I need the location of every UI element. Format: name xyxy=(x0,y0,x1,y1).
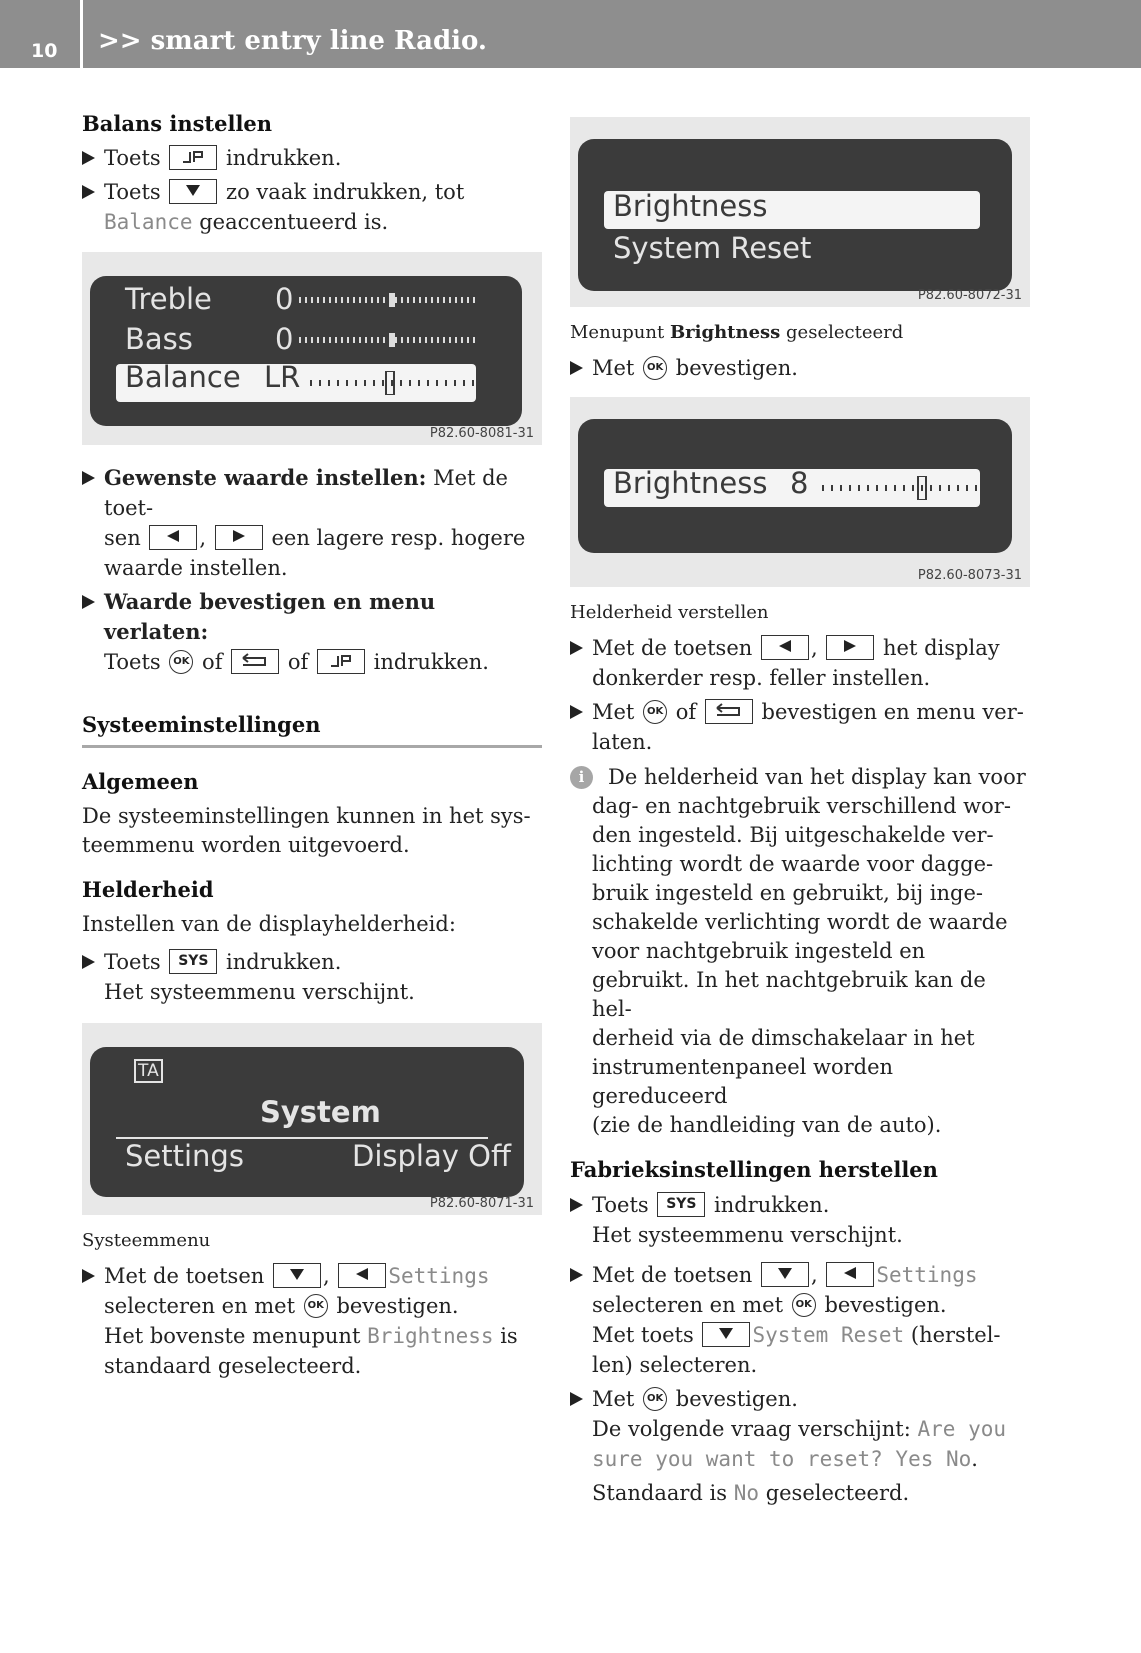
display-text-settings: Settings xyxy=(876,1263,978,1287)
bullet-triangle-icon xyxy=(570,361,583,375)
slider-tick xyxy=(975,485,977,491)
step-press-sys-key-2-line2: Het systeemmenu verschijnt. xyxy=(592,1223,903,1247)
slider-tick xyxy=(400,380,402,386)
slider-tick xyxy=(299,297,301,303)
page-title: >> smart entry line Radio. xyxy=(98,26,487,56)
info-note: i De helderheid van het display kan voor dag- en nachtgebruik verschillend wor- den ingesteld. Bij uitgeschakelde ver- lichting wordt de waarde voor dagge- bruik ingesteld en gebruikt, bij inge- schakelde verlichting wordt de waarde voor nachtgebruik ingesteld en gebruikt. In het nachtgebruik kan de hel- derheid via de dimschakelaar in het instrumentenpaneel worden gereduceerd (zie de handleiding van de auto). xyxy=(570,763,1030,1140)
ok-button-icon: OK xyxy=(643,356,667,380)
slider-tick xyxy=(328,380,330,386)
step-set-value-line2: sen , een lagere resp. hogere xyxy=(104,526,526,550)
page-number: 10 xyxy=(31,40,58,62)
slider-tick xyxy=(365,297,367,303)
brightness-slider xyxy=(820,476,980,500)
lcd-settings-label: Settings xyxy=(125,1139,244,1173)
lcd-row-bass-value: 0 xyxy=(275,322,294,356)
step-press-down-key: Toets zo vaak indrukken, tot xyxy=(82,177,542,207)
left-arrow-key-icon xyxy=(149,525,197,550)
slider-tick xyxy=(413,297,415,303)
figure-system-menu xyxy=(82,1023,542,1215)
left-column xyxy=(82,110,542,1381)
audio-key-icon xyxy=(317,649,365,674)
ok-button-icon: OK xyxy=(792,1293,816,1317)
left-arrow-key-icon xyxy=(338,1263,386,1288)
slider-tick xyxy=(473,337,475,343)
slider-tick xyxy=(359,297,361,303)
slider-tick xyxy=(391,380,393,386)
slider-tick xyxy=(382,380,384,386)
step-adjust-brightness: Met de toetsen , het display xyxy=(570,633,1030,663)
slider-tick xyxy=(319,380,321,386)
step-confirm-reset-line2: De volgende vraag verschijnt: Are you xyxy=(592,1417,1007,1441)
slider-tick xyxy=(894,485,896,491)
bullet-triangle-icon xyxy=(570,1392,583,1406)
slider-tick xyxy=(329,297,331,303)
step-select-system-reset: Met de toetsen , Settings xyxy=(570,1260,1030,1290)
brightness-heading: Helderheid xyxy=(82,877,214,902)
brightness-text: Instellen van de displayhelderheid: xyxy=(82,912,456,936)
step-select-settings-line3: Het bovenste menupunt Brightness is xyxy=(104,1324,518,1348)
step-press-audio-key: Toets indrukken. xyxy=(82,143,542,173)
step-set-value-line3: waarde instellen. xyxy=(104,556,288,580)
slider-tick xyxy=(317,337,319,343)
slider-tick xyxy=(948,485,950,491)
slider-tick xyxy=(310,380,312,386)
slider-tick xyxy=(353,297,355,303)
slider-tick xyxy=(389,337,391,343)
lcd-row-system-reset: System Reset xyxy=(613,231,812,265)
slider-tick xyxy=(921,485,923,491)
display-text-brightness: Brightness xyxy=(367,1324,494,1348)
lcd-row-bass-label: Bass xyxy=(125,322,193,356)
slider-tick xyxy=(323,337,325,343)
slider-tick xyxy=(454,380,456,386)
slider-tick xyxy=(885,485,887,491)
down-arrow-key-icon xyxy=(169,179,217,204)
slider-tick xyxy=(359,337,361,343)
slider-tick xyxy=(903,485,905,491)
slider-tick xyxy=(445,380,447,386)
slider-tick xyxy=(383,337,385,343)
step-select-settings-line2: selecteren en met OK bevestigen. xyxy=(104,1294,459,1318)
lcd-row-balance-value: LR xyxy=(264,360,301,394)
step-press-sys-key: Toets SYS indrukken. xyxy=(82,947,542,977)
slider-tick xyxy=(461,297,463,303)
step-confirm-exit-line2: laten. xyxy=(592,730,653,754)
slider-tick xyxy=(409,380,411,386)
general-heading: Algemeen xyxy=(82,769,199,794)
slider-tick xyxy=(822,485,824,491)
slider-tick xyxy=(467,297,469,303)
slider-tick xyxy=(329,337,331,343)
down-arrow-key-icon xyxy=(273,1263,321,1288)
back-key-icon xyxy=(705,699,753,724)
slider-tick xyxy=(436,380,438,386)
slider-tick xyxy=(419,297,421,303)
step-press-sys-key-2: Toets SYS indrukken. xyxy=(570,1190,1030,1220)
lcd-row-balance-label: Balance xyxy=(125,360,241,394)
slider-tick xyxy=(346,380,348,386)
lcd-display-off-label: Display Off xyxy=(352,1139,511,1173)
slider-tick xyxy=(373,380,375,386)
step-confirm-reset: Met OK bevestigen. xyxy=(570,1384,1030,1414)
slider-tick xyxy=(377,337,379,343)
step-press-sys-key-line2: Het systeemmenu verschijnt. xyxy=(104,980,415,1004)
figure-caption: Menupunt Brightness geselecteerd xyxy=(570,322,904,343)
figure-code: P82.60-8071-31 xyxy=(429,1196,534,1211)
slider-tick xyxy=(966,485,968,491)
slider-tick xyxy=(849,485,851,491)
step-select-settings-line4: standaard geselecteerd. xyxy=(104,1354,362,1378)
figure-code: P82.60-8072-31 xyxy=(917,288,1022,303)
slider-tick xyxy=(437,297,439,303)
step-press-down-key-cont: Balance geaccentueerd is. xyxy=(104,210,389,234)
right-arrow-key-icon xyxy=(826,635,874,660)
figure-brightness-selected xyxy=(570,117,1030,307)
slider-tick xyxy=(395,297,397,303)
display-text-are-you: Are you xyxy=(917,1417,1007,1441)
slider-tick xyxy=(419,337,421,343)
right-column xyxy=(570,117,1030,1508)
step-confirm-reset-line3: sure you want to reset? Yes No. xyxy=(592,1447,978,1471)
figure-caption: Systeemmenu xyxy=(82,1230,211,1251)
sys-key-icon: SYS xyxy=(169,949,217,974)
slider-tick xyxy=(455,297,457,303)
down-arrow-key-icon xyxy=(761,1262,809,1287)
ok-button-icon: OK xyxy=(304,1294,328,1318)
lcd-row-brightness: Brightness xyxy=(613,189,768,223)
slider-tick xyxy=(299,337,301,343)
slider-tick xyxy=(427,380,429,386)
slider-tick xyxy=(431,297,433,303)
ok-button-icon: OK xyxy=(169,650,193,674)
slider-tick xyxy=(467,337,469,343)
figure-code: P82.60-8073-31 xyxy=(917,568,1022,583)
slider-tick xyxy=(311,337,313,343)
page-header xyxy=(0,0,1141,68)
slider-tick xyxy=(347,337,349,343)
down-arrow-key-icon xyxy=(702,1322,750,1347)
slider-tick xyxy=(930,485,932,491)
slider-tick xyxy=(867,485,869,491)
slider-tick xyxy=(335,297,337,303)
balance-heading: Balans instellen xyxy=(82,111,273,136)
slider-tick xyxy=(401,337,403,343)
step-set-value: Gewenste waarde instellen: Met de toet- xyxy=(82,463,542,523)
ok-button-icon: OK xyxy=(643,1387,667,1411)
bullet-triangle-icon xyxy=(82,151,95,165)
slider-tick xyxy=(341,337,343,343)
slider-tick xyxy=(337,380,339,386)
lcd-brightness-value: 8 xyxy=(790,466,809,500)
bullet-triangle-icon xyxy=(82,595,95,609)
slider-tick xyxy=(413,337,415,343)
slider-tick xyxy=(425,297,427,303)
figure-balance-display xyxy=(82,252,542,445)
slider-tick xyxy=(472,380,474,386)
step-confirm-and-exit-line2: Toets OK of of indrukken. xyxy=(104,650,489,674)
left-arrow-key-icon xyxy=(761,635,809,660)
slider-tick xyxy=(389,297,391,303)
step-confirm-and-exit: Waarde bevestigen en menu verlaten: xyxy=(82,587,542,647)
step-adjust-brightness-line2: donkerder resp. feller instellen. xyxy=(592,666,931,690)
slider-tick xyxy=(317,297,319,303)
slider-tick xyxy=(831,485,833,491)
step-select-settings: Met de toetsen , Settings xyxy=(82,1261,542,1291)
system-settings-heading: Systeeminstellingen xyxy=(82,711,542,748)
info-icon: i xyxy=(570,766,593,789)
right-arrow-key-icon xyxy=(215,525,263,550)
lcd-brightness-label: Brightness xyxy=(613,466,768,500)
ta-badge: TA xyxy=(134,1059,163,1083)
slider-tick xyxy=(371,337,373,343)
slider-tick xyxy=(418,380,420,386)
slider-tick xyxy=(449,297,451,303)
slider-tick xyxy=(335,337,337,343)
step-confirm-brightness: Met OK bevestigen. xyxy=(570,353,1030,383)
left-arrow-key-icon xyxy=(826,1262,874,1287)
factory-reset-heading: Fabrieksinstellingen herstellen xyxy=(570,1157,938,1182)
slider-tick xyxy=(305,337,307,343)
step-select-system-reset-line2: selecteren en met OK bevestigen. xyxy=(592,1293,947,1317)
display-text-reset-question: sure you want to reset? Yes No xyxy=(592,1447,972,1471)
slider-tick xyxy=(840,485,842,491)
slider-tick xyxy=(311,297,313,303)
slider-tick xyxy=(939,485,941,491)
slider-tick xyxy=(407,337,409,343)
slider-tick xyxy=(377,297,379,303)
bass-slider xyxy=(297,333,477,347)
bullet-triangle-icon xyxy=(570,1198,583,1212)
lcd-row-treble-value: 0 xyxy=(275,282,294,316)
display-text-system-reset: System Reset xyxy=(752,1323,905,1347)
slider-tick xyxy=(461,337,463,343)
slider-tick xyxy=(912,485,914,491)
bullet-triangle-icon xyxy=(82,955,95,969)
audio-key-icon xyxy=(169,145,217,170)
lcd-system-title: System xyxy=(260,1095,381,1129)
display-text-balance: Balance xyxy=(104,210,193,234)
slider-tick xyxy=(876,485,878,491)
back-key-icon xyxy=(231,649,279,674)
ok-button-icon: OK xyxy=(643,700,667,724)
figure-brightness-adjust xyxy=(570,397,1030,587)
slider-tick xyxy=(463,380,465,386)
bullet-triangle-icon xyxy=(570,1268,583,1282)
slider-tick xyxy=(437,337,439,343)
bullet-triangle-icon xyxy=(570,641,583,655)
bullet-triangle-icon xyxy=(82,1269,95,1283)
slider-tick xyxy=(364,380,366,386)
figure-caption: Helderheid verstellen xyxy=(570,602,769,623)
display-text-settings: Settings xyxy=(388,1264,490,1288)
slider-tick xyxy=(443,337,445,343)
slider-tick xyxy=(473,297,475,303)
slider-tick xyxy=(455,337,457,343)
step-confirm-reset-line4: Standaard is No geselecteerd. xyxy=(592,1481,910,1505)
sys-key-icon: SYS xyxy=(657,1192,705,1217)
slider-tick xyxy=(395,337,397,343)
balance-slider xyxy=(308,371,478,395)
slider-tick xyxy=(383,297,385,303)
slider-tick xyxy=(323,297,325,303)
step-select-system-reset-line3: Met toets System Reset (herstel- xyxy=(592,1323,1001,1347)
general-text: De systeeminstellingen kunnen in het sys- teemmenu worden uitgevoerd. xyxy=(82,804,531,857)
slider-tick xyxy=(443,297,445,303)
display-text-no: No xyxy=(733,1481,759,1505)
step-select-system-reset-line4: len) selecteren. xyxy=(592,1353,758,1377)
header-divider xyxy=(80,0,83,68)
treble-slider xyxy=(297,293,477,307)
slider-tick xyxy=(425,337,427,343)
slider-tick xyxy=(355,380,357,386)
slider-tick xyxy=(449,337,451,343)
lcd-row-treble-label: Treble xyxy=(125,282,212,316)
step-confirm-exit: Met OK of bevestigen en menu ver- xyxy=(570,697,1030,727)
bullet-triangle-icon xyxy=(82,185,95,199)
slider-tick xyxy=(347,297,349,303)
slider-tick xyxy=(353,337,355,343)
slider-tick xyxy=(431,337,433,343)
slider-tick xyxy=(365,337,367,343)
slider-tick xyxy=(858,485,860,491)
slider-tick xyxy=(305,297,307,303)
bullet-triangle-icon xyxy=(570,705,583,719)
slider-tick xyxy=(407,297,409,303)
slider-tick xyxy=(371,297,373,303)
slider-tick xyxy=(341,297,343,303)
bullet-triangle-icon xyxy=(82,471,95,485)
figure-code: P82.60-8081-31 xyxy=(429,426,534,441)
slider-tick xyxy=(401,297,403,303)
slider-tick xyxy=(957,485,959,491)
